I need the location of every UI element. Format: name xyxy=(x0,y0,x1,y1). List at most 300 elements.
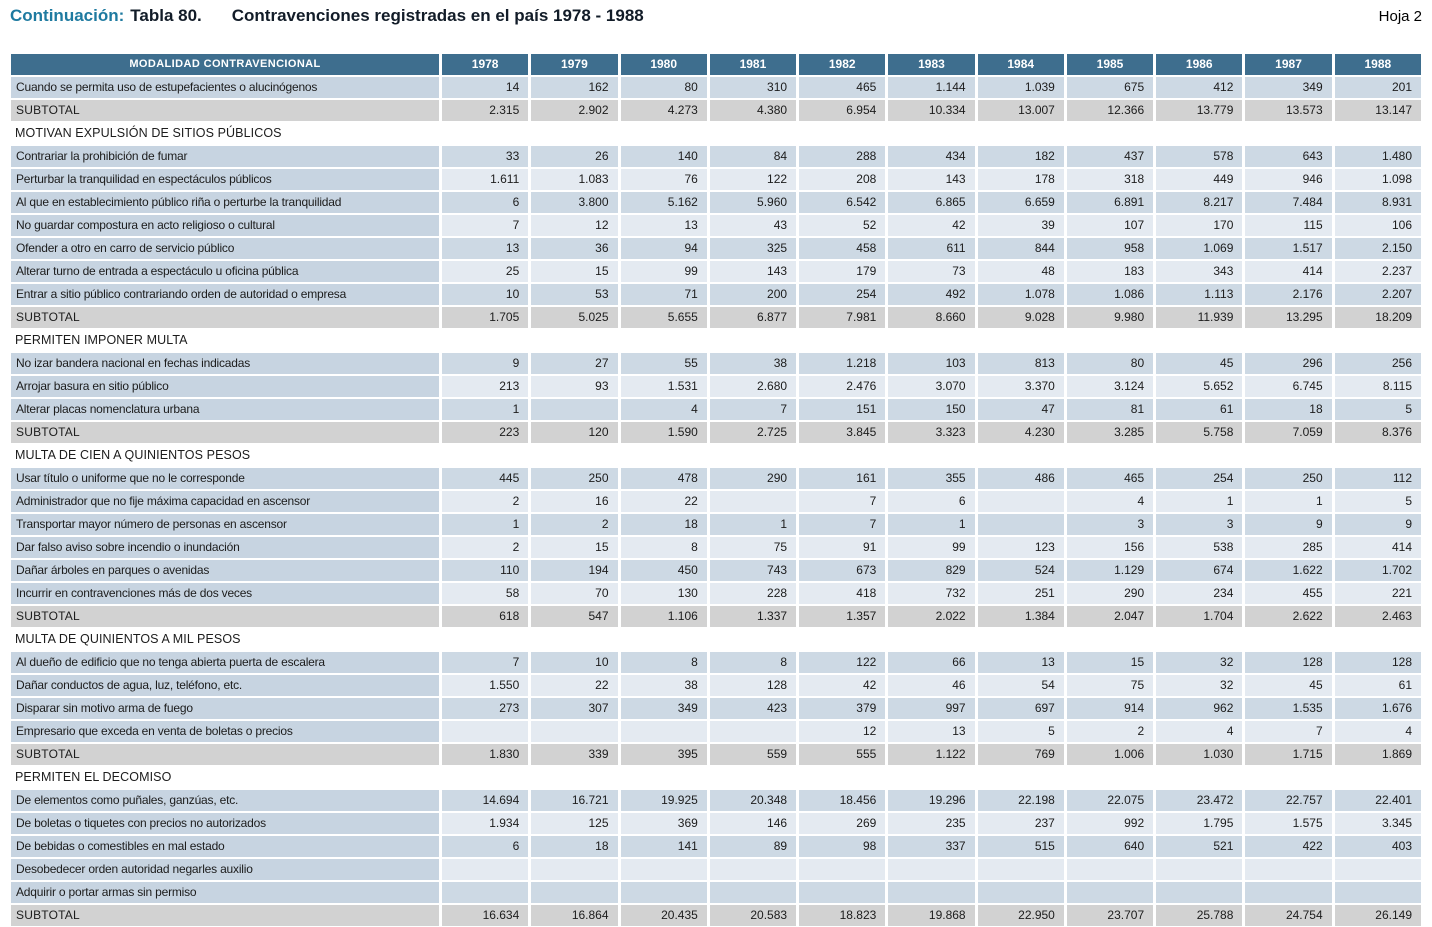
value-cell: 107 xyxy=(1067,215,1153,236)
value-cell: 10 xyxy=(442,284,528,305)
value-cell: 178 xyxy=(978,169,1064,190)
value-cell: 4 xyxy=(1067,491,1153,512)
value-cell xyxy=(442,882,528,903)
value-cell: 1.535 xyxy=(1245,698,1331,719)
value-cell: 7.981 xyxy=(799,307,885,328)
table-row xyxy=(11,537,1421,558)
value-cell: 422 xyxy=(1245,836,1331,857)
value-cell: 458 xyxy=(799,238,885,259)
value-cell: 3.370 xyxy=(978,376,1064,397)
value-cell: 256 xyxy=(1335,353,1421,374)
row-label: De boletas o tiquetes con precios no autorizados xyxy=(11,813,439,834)
value-cell: 115 xyxy=(1245,215,1331,236)
value-cell: 5.758 xyxy=(1156,422,1242,443)
value-cell: 12 xyxy=(531,215,617,236)
value-cell: 743 xyxy=(710,560,796,581)
table-row xyxy=(11,652,1421,673)
value-cell: 538 xyxy=(1156,537,1242,558)
value-cell: 12 xyxy=(799,721,885,742)
value-cell: 54 xyxy=(978,675,1064,696)
value-cell: 98 xyxy=(799,836,885,857)
value-cell: 75 xyxy=(1067,675,1153,696)
value-cell: 1 xyxy=(710,514,796,535)
value-cell: 1 xyxy=(442,399,528,420)
value-cell: 1.830 xyxy=(442,744,528,765)
value-cell: 2.680 xyxy=(710,376,796,397)
value-cell: 1.704 xyxy=(1156,606,1242,627)
value-cell: 213 xyxy=(442,376,528,397)
value-cell: 20.435 xyxy=(621,905,707,926)
value-cell: 1.517 xyxy=(1245,238,1331,259)
value-cell: 5.652 xyxy=(1156,376,1242,397)
value-cell: 250 xyxy=(1245,468,1331,489)
value-cell: 343 xyxy=(1156,261,1242,282)
value-cell: 675 xyxy=(1067,77,1153,98)
value-cell: 76 xyxy=(621,169,707,190)
section-title: MOTIVAN EXPULSIÓN DE SITIOS PÚBLICOS xyxy=(11,123,1421,144)
value-cell: 13 xyxy=(888,721,974,742)
value-cell: 310 xyxy=(710,77,796,98)
value-cell: 4.273 xyxy=(621,100,707,121)
row-label: SUBTOTAL xyxy=(11,307,439,328)
value-cell: 2.622 xyxy=(1245,606,1331,627)
section-row xyxy=(11,330,1421,351)
value-cell: 183 xyxy=(1067,261,1153,282)
value-cell: 179 xyxy=(799,261,885,282)
value-cell: 1.869 xyxy=(1335,744,1421,765)
value-cell: 16.634 xyxy=(442,905,528,926)
value-cell: 61 xyxy=(1335,675,1421,696)
value-cell: 1.357 xyxy=(799,606,885,627)
table-number-label: Tabla 80. xyxy=(130,6,202,25)
value-cell: 339 xyxy=(531,744,617,765)
row-label: Arrojar basura en sitio público xyxy=(11,376,439,397)
row-label: Perturbar la tranquilidad en espectáculos públicos xyxy=(11,169,439,190)
value-cell: 106 xyxy=(1335,215,1421,236)
value-cell: 2.237 xyxy=(1335,261,1421,282)
value-cell: 254 xyxy=(1156,468,1242,489)
row-label: Ofender a otro en carro de servicio público xyxy=(11,238,439,259)
column-header-year: 1983 xyxy=(888,54,974,75)
row-label: De bebidas o comestibles en mal estado xyxy=(11,836,439,857)
value-cell: 18.456 xyxy=(799,790,885,811)
value-cell: 5 xyxy=(1335,399,1421,420)
value-cell: 1.384 xyxy=(978,606,1064,627)
value-cell: 25 xyxy=(442,261,528,282)
value-cell: 1.113 xyxy=(1156,284,1242,305)
value-cell: 146 xyxy=(710,813,796,834)
section-row xyxy=(11,123,1421,144)
value-cell: 1.078 xyxy=(978,284,1064,305)
value-cell: 84 xyxy=(710,146,796,167)
value-cell: 200 xyxy=(710,284,796,305)
value-cell: 42 xyxy=(799,675,885,696)
column-header-year: 1979 xyxy=(531,54,617,75)
table-row xyxy=(11,882,1421,903)
table-row xyxy=(11,77,1421,98)
value-cell: 414 xyxy=(1245,261,1331,282)
value-cell: 251 xyxy=(978,583,1064,604)
value-cell: 22.757 xyxy=(1245,790,1331,811)
row-label: Alterar turno de entrada a espectáculo u oficina pública xyxy=(11,261,439,282)
value-cell: 6 xyxy=(888,491,974,512)
value-cell xyxy=(621,721,707,742)
value-cell: 58 xyxy=(442,583,528,604)
value-cell: 208 xyxy=(799,169,885,190)
value-cell: 618 xyxy=(442,606,528,627)
value-cell: 5 xyxy=(1335,491,1421,512)
value-cell: 5.655 xyxy=(621,307,707,328)
value-cell: 355 xyxy=(888,468,974,489)
header-row xyxy=(11,54,1421,75)
value-cell: 24.754 xyxy=(1245,905,1331,926)
value-cell: 43 xyxy=(710,215,796,236)
value-cell: 182 xyxy=(978,146,1064,167)
value-cell: 2.463 xyxy=(1335,606,1421,627)
value-cell: 19.925 xyxy=(621,790,707,811)
value-cell: 7 xyxy=(1245,721,1331,742)
value-cell: 8.115 xyxy=(1335,376,1421,397)
table-row xyxy=(11,698,1421,719)
value-cell: 1.129 xyxy=(1067,560,1153,581)
table-row xyxy=(11,721,1421,742)
value-cell: 7 xyxy=(710,399,796,420)
subtotal-row xyxy=(11,744,1421,765)
value-cell: 45 xyxy=(1245,675,1331,696)
value-cell: 80 xyxy=(621,77,707,98)
value-cell: 19.296 xyxy=(888,790,974,811)
row-label: SUBTOTAL xyxy=(11,606,439,627)
value-cell: 250 xyxy=(531,468,617,489)
value-cell: 1 xyxy=(1245,491,1331,512)
value-cell: 465 xyxy=(799,77,885,98)
value-cell xyxy=(531,721,617,742)
value-cell: 8 xyxy=(621,652,707,673)
value-cell: 20.583 xyxy=(710,905,796,926)
value-cell: 445 xyxy=(442,468,528,489)
value-cell: 3.285 xyxy=(1067,422,1153,443)
contraventions-table xyxy=(8,52,1424,927)
row-label: SUBTOTAL xyxy=(11,744,439,765)
value-cell: 128 xyxy=(1335,652,1421,673)
value-cell: 18 xyxy=(531,836,617,857)
value-cell: 273 xyxy=(442,698,528,719)
value-cell: 1.098 xyxy=(1335,169,1421,190)
table-row xyxy=(11,836,1421,857)
subtotal-row xyxy=(11,606,1421,627)
value-cell: 674 xyxy=(1156,560,1242,581)
value-cell: 844 xyxy=(978,238,1064,259)
value-cell xyxy=(621,859,707,880)
value-cell: 5.960 xyxy=(710,192,796,213)
value-cell xyxy=(1335,882,1421,903)
row-label: Contrariar la prohibición de fumar xyxy=(11,146,439,167)
value-cell: 418 xyxy=(799,583,885,604)
value-cell: 5 xyxy=(978,721,1064,742)
value-cell: 7 xyxy=(442,652,528,673)
value-cell: 94 xyxy=(621,238,707,259)
value-cell: 318 xyxy=(1067,169,1153,190)
column-header-year: 1986 xyxy=(1156,54,1242,75)
value-cell: 1.611 xyxy=(442,169,528,190)
row-label: Entrar a sitio público contrariando orden de autoridad o empresa xyxy=(11,284,439,305)
column-header-year: 1982 xyxy=(799,54,885,75)
table-row xyxy=(11,146,1421,167)
value-cell: 13.295 xyxy=(1245,307,1331,328)
value-cell: 254 xyxy=(799,284,885,305)
value-cell: 237 xyxy=(978,813,1064,834)
value-cell: 1.590 xyxy=(621,422,707,443)
value-cell: 89 xyxy=(710,836,796,857)
value-cell: 19.868 xyxy=(888,905,974,926)
value-cell: 1.676 xyxy=(1335,698,1421,719)
value-cell: 1.083 xyxy=(531,169,617,190)
value-cell: 379 xyxy=(799,698,885,719)
value-cell: 8.217 xyxy=(1156,192,1242,213)
value-cell xyxy=(442,721,528,742)
row-label: No izar bandera nacional en fechas indicadas xyxy=(11,353,439,374)
value-cell: 1.795 xyxy=(1156,813,1242,834)
value-cell: 128 xyxy=(710,675,796,696)
value-cell: 16.721 xyxy=(531,790,617,811)
value-cell: 122 xyxy=(710,169,796,190)
value-cell: 290 xyxy=(1067,583,1153,604)
value-cell: 3 xyxy=(1156,514,1242,535)
value-cell: 515 xyxy=(978,836,1064,857)
value-cell: 25.788 xyxy=(1156,905,1242,926)
value-cell: 437 xyxy=(1067,146,1153,167)
value-cell: 412 xyxy=(1156,77,1242,98)
value-cell: 9 xyxy=(442,353,528,374)
value-cell: 524 xyxy=(978,560,1064,581)
value-cell: 150 xyxy=(888,399,974,420)
value-cell: 1 xyxy=(888,514,974,535)
value-cell xyxy=(799,859,885,880)
value-cell: 123 xyxy=(978,537,1064,558)
table-row xyxy=(11,238,1421,259)
value-cell: 22 xyxy=(621,491,707,512)
value-cell: 66 xyxy=(888,652,974,673)
value-cell: 3.345 xyxy=(1335,813,1421,834)
table-row xyxy=(11,859,1421,880)
column-header-year: 1985 xyxy=(1067,54,1153,75)
value-cell: 61 xyxy=(1156,399,1242,420)
value-cell: 288 xyxy=(799,146,885,167)
value-cell: 112 xyxy=(1335,468,1421,489)
value-cell: 3.845 xyxy=(799,422,885,443)
value-cell: 26 xyxy=(531,146,617,167)
value-cell: 4.380 xyxy=(710,100,796,121)
value-cell: 14.694 xyxy=(442,790,528,811)
value-cell: 23.707 xyxy=(1067,905,1153,926)
value-cell xyxy=(1156,859,1242,880)
value-cell xyxy=(710,882,796,903)
value-cell: 1.006 xyxy=(1067,744,1153,765)
value-cell: 125 xyxy=(531,813,617,834)
value-cell: 643 xyxy=(1245,146,1331,167)
value-cell: 141 xyxy=(621,836,707,857)
value-cell: 296 xyxy=(1245,353,1331,374)
row-label: Alterar placas nomenclatura urbana xyxy=(11,399,439,420)
value-cell: 9 xyxy=(1335,514,1421,535)
value-cell: 13.147 xyxy=(1335,100,1421,121)
value-cell: 1.039 xyxy=(978,77,1064,98)
section-row xyxy=(11,767,1421,788)
value-cell xyxy=(1245,859,1331,880)
column-header-modalidad: MODALIDAD CONTRAVENCIONAL xyxy=(11,54,439,75)
row-label: Disparar sin motivo arma de fuego xyxy=(11,698,439,719)
value-cell: 450 xyxy=(621,560,707,581)
table-row xyxy=(11,491,1421,512)
column-header-year: 1980 xyxy=(621,54,707,75)
section-row xyxy=(11,445,1421,466)
value-cell: 478 xyxy=(621,468,707,489)
value-cell: 53 xyxy=(531,284,617,305)
value-cell: 547 xyxy=(531,606,617,627)
value-cell: 1.106 xyxy=(621,606,707,627)
row-label: No guardar compostura en acto religioso o cultural xyxy=(11,215,439,236)
value-cell: 3.124 xyxy=(1067,376,1153,397)
value-cell: 81 xyxy=(1067,399,1153,420)
value-cell: 122 xyxy=(799,652,885,673)
section-title: PERMITEN IMPONER MULTA xyxy=(11,330,1421,351)
table-row xyxy=(11,376,1421,397)
row-label: SUBTOTAL xyxy=(11,100,439,121)
value-cell: 128 xyxy=(1245,652,1331,673)
value-cell: 4 xyxy=(1156,721,1242,742)
value-cell: 611 xyxy=(888,238,974,259)
value-cell: 640 xyxy=(1067,836,1153,857)
value-cell: 962 xyxy=(1156,698,1242,719)
value-cell: 8.376 xyxy=(1335,422,1421,443)
value-cell: 578 xyxy=(1156,146,1242,167)
value-cell: 2.725 xyxy=(710,422,796,443)
value-cell xyxy=(1067,882,1153,903)
table-row xyxy=(11,261,1421,282)
value-cell xyxy=(1245,882,1331,903)
value-cell: 36 xyxy=(531,238,617,259)
value-cell: 13 xyxy=(621,215,707,236)
value-cell: 22.950 xyxy=(978,905,1064,926)
table-row xyxy=(11,790,1421,811)
value-cell xyxy=(531,399,617,420)
value-cell: 11.939 xyxy=(1156,307,1242,328)
value-cell: 7 xyxy=(799,491,885,512)
value-cell: 223 xyxy=(442,422,528,443)
value-cell: 13.573 xyxy=(1245,100,1331,121)
row-label: Usar título o uniforme que no le corresponde xyxy=(11,468,439,489)
value-cell: 194 xyxy=(531,560,617,581)
value-cell: 1.702 xyxy=(1335,560,1421,581)
value-cell: 162 xyxy=(531,77,617,98)
value-cell xyxy=(442,859,528,880)
value-cell: 228 xyxy=(710,583,796,604)
value-cell: 48 xyxy=(978,261,1064,282)
value-cell: 4 xyxy=(1335,721,1421,742)
value-cell: 486 xyxy=(978,468,1064,489)
row-label: Dar falso aviso sobre incendio o inundación xyxy=(11,537,439,558)
value-cell: 80 xyxy=(1067,353,1153,374)
value-cell: 1.934 xyxy=(442,813,528,834)
section-row xyxy=(11,629,1421,650)
value-cell: 1.069 xyxy=(1156,238,1242,259)
value-cell: 395 xyxy=(621,744,707,765)
value-cell: 13.007 xyxy=(978,100,1064,121)
value-cell: 8.931 xyxy=(1335,192,1421,213)
value-cell: 6.954 xyxy=(799,100,885,121)
value-cell: 2.047 xyxy=(1067,606,1153,627)
table-row xyxy=(11,813,1421,834)
value-cell: 914 xyxy=(1067,698,1153,719)
value-cell: 423 xyxy=(710,698,796,719)
value-cell: 6.745 xyxy=(1245,376,1331,397)
row-label: Empresario que exceda en venta de boletas o precios xyxy=(11,721,439,742)
row-label: SUBTOTAL xyxy=(11,422,439,443)
value-cell: 673 xyxy=(799,560,885,581)
value-cell: 16 xyxy=(531,491,617,512)
value-cell: 1.622 xyxy=(1245,560,1331,581)
value-cell: 2.476 xyxy=(799,376,885,397)
value-cell: 829 xyxy=(888,560,974,581)
value-cell: 555 xyxy=(799,744,885,765)
value-cell: 120 xyxy=(531,422,617,443)
value-cell: 32 xyxy=(1156,675,1242,696)
value-cell: 559 xyxy=(710,744,796,765)
value-cell: 235 xyxy=(888,813,974,834)
row-label: Transportar mayor número de personas en ascensor xyxy=(11,514,439,535)
value-cell: 7 xyxy=(442,215,528,236)
table-row xyxy=(11,675,1421,696)
value-cell: 8.660 xyxy=(888,307,974,328)
value-cell: 7.059 xyxy=(1245,422,1331,443)
value-cell: 52 xyxy=(799,215,885,236)
value-cell xyxy=(978,491,1064,512)
value-cell: 12.366 xyxy=(1067,100,1153,121)
row-label: SUBTOTAL xyxy=(11,905,439,926)
value-cell: 5.025 xyxy=(531,307,617,328)
value-cell: 349 xyxy=(621,698,707,719)
column-header-year: 1987 xyxy=(1245,54,1331,75)
value-cell: 1.086 xyxy=(1067,284,1153,305)
value-cell: 14 xyxy=(442,77,528,98)
value-cell: 958 xyxy=(1067,238,1153,259)
value-cell xyxy=(1067,859,1153,880)
value-cell: 1.337 xyxy=(710,606,796,627)
value-cell: 2 xyxy=(1067,721,1153,742)
value-cell: 2.902 xyxy=(531,100,617,121)
value-cell: 13.779 xyxy=(1156,100,1242,121)
value-cell: 16.864 xyxy=(531,905,617,926)
value-cell: 45 xyxy=(1156,353,1242,374)
value-cell xyxy=(621,882,707,903)
value-cell: 2.022 xyxy=(888,606,974,627)
value-cell: 110 xyxy=(442,560,528,581)
table-body xyxy=(11,77,1421,926)
title-bar xyxy=(10,6,1422,32)
continuation-label: Continuación: xyxy=(10,6,125,25)
value-cell xyxy=(531,882,617,903)
value-cell xyxy=(531,859,617,880)
row-label: Adquirir o portar armas sin permiso xyxy=(11,882,439,903)
value-cell: 39 xyxy=(978,215,1064,236)
value-cell: 946 xyxy=(1245,169,1331,190)
value-cell: 1.122 xyxy=(888,744,974,765)
value-cell: 285 xyxy=(1245,537,1331,558)
value-cell: 434 xyxy=(888,146,974,167)
value-cell: 3 xyxy=(1067,514,1153,535)
value-cell: 813 xyxy=(978,353,1064,374)
value-cell: 697 xyxy=(978,698,1064,719)
